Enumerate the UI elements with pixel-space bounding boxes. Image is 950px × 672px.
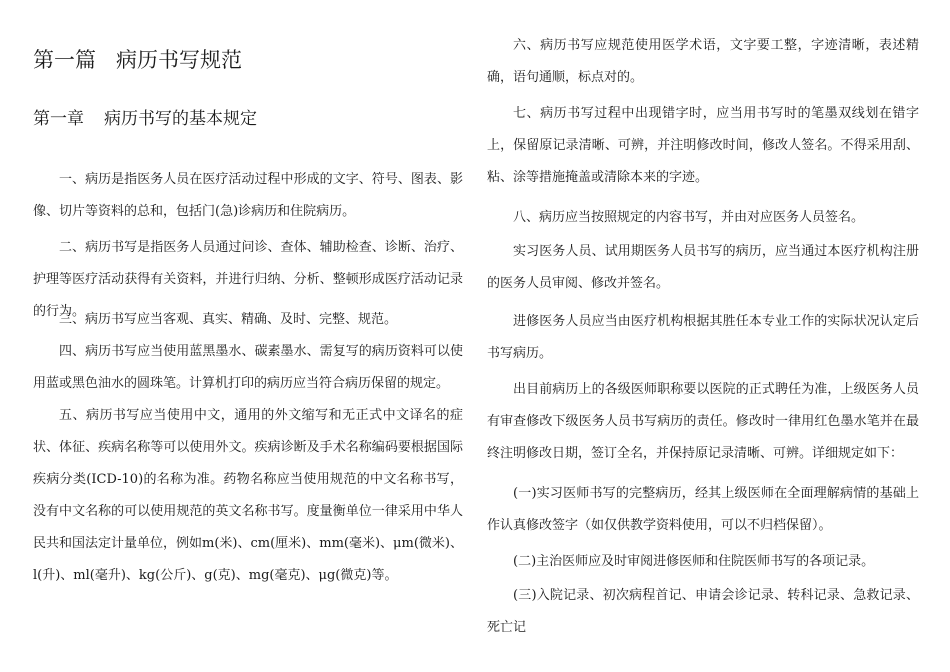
paragraph: 三、病历书写应当客观、真实、精确、及时、完整、规范。 — [59, 312, 398, 327]
part-title — [33, 44, 242, 74]
paragraph: 六、病历书写应规范使用医学术语，文字要工整，字迹清晰，表述精确，语句通顺，标点对的。 — [487, 38, 919, 85]
paragraph: 五、病历书写应当使用中文，通用的外文缩写和无正式中文译名的症状、体征、疾病名称等可以使用外文。疾病诊断及手术名称编码要根据国际疾病分类(ICD-10)的名称为准。药物名称应当使用规范的中文名称书写，没有中文名称的可以使用规范的英文名称书写。度量衡单位一律采用中华人民共和国法定计量单位，例如m(米)、cm(厘米)、mm(毫米)、μm(微米)、l(升)、ml(毫升)、kg(公斤)、g(克)、mg(毫克)、μg(微克)等。 — [33, 408, 463, 583]
part-title-label: 第一篇 — [33, 48, 96, 72]
paragraph: (二)主治医师应及时审阅进修医师和住院医师书写的各项记录。 — [513, 554, 875, 569]
paragraph: 出目前病历上的各级医师职称要以医院的正式聘任为准，上级医务人员有审查修改下级医务人员书写病历的责任。修改时一律用红色墨水笔并在最终注明修改日期，签订全名，并保持原记录清晰、可辨。详细规定如下： — [487, 382, 919, 461]
paragraph: 一、病历是指医务人员在医疗活动过程中形成的文字、符号、图表、影像、切片等资料的总和，包括门(急)诊病历和住院病历。 — [33, 172, 463, 219]
paragraph: 二、病历书写是指医务人员通过问诊、查体、辅助检查、诊断、治疗、护理等医疗活动获得有关资料，并进行归纳、分析、整顿形成医疗活动记录的行为。 — [33, 240, 463, 319]
paragraph: 八、病历应当按照规定的内容书写，并由对应医务人员签名。 — [513, 210, 865, 225]
chapter-title — [33, 104, 257, 129]
paragraph: 实习医务人员、试用期医务人员书写的病历，应当通过本医疗机构注册的医务人员审阅、修改并签名。 — [487, 244, 919, 291]
paragraph: 进修医务人员应当由医疗机构根据其胜任本专业工作的实际状况认定后书写病历。 — [487, 314, 919, 361]
chapter-title-label: 第一章 — [33, 109, 84, 129]
paragraph: 四、病历书写应当使用蓝黑墨水、碳素墨水、需复写的病历资料可以使用蓝或黑色油水的圆珠笔。计算机打印的病历应当符合病历保留的规定。 — [33, 344, 463, 391]
chapter-title-text: 病历书写的基本规定 — [104, 109, 257, 129]
paragraph: (一)实习医师书写的完整病历，经其上级医师在全面理解病情的基础上作认真修改签字（如仅供教学资料使用，可以不归档保留）。 — [487, 486, 919, 533]
part-title-text: 病历书写规范 — [116, 48, 242, 72]
paragraph: (三)入院记录、初次病程首记、申请会诊记录、转科记录、急救记录、死亡记 — [487, 588, 919, 635]
paragraph: 七、病历书写过程中出现错字时，应当用书写时的笔墨双线划在错字上，保留原记录清晰、可辨，并注明修改时间，修改人签名。不得采用刮、粘、涂等措施掩盖或清除本来的字迹。 — [487, 106, 919, 185]
